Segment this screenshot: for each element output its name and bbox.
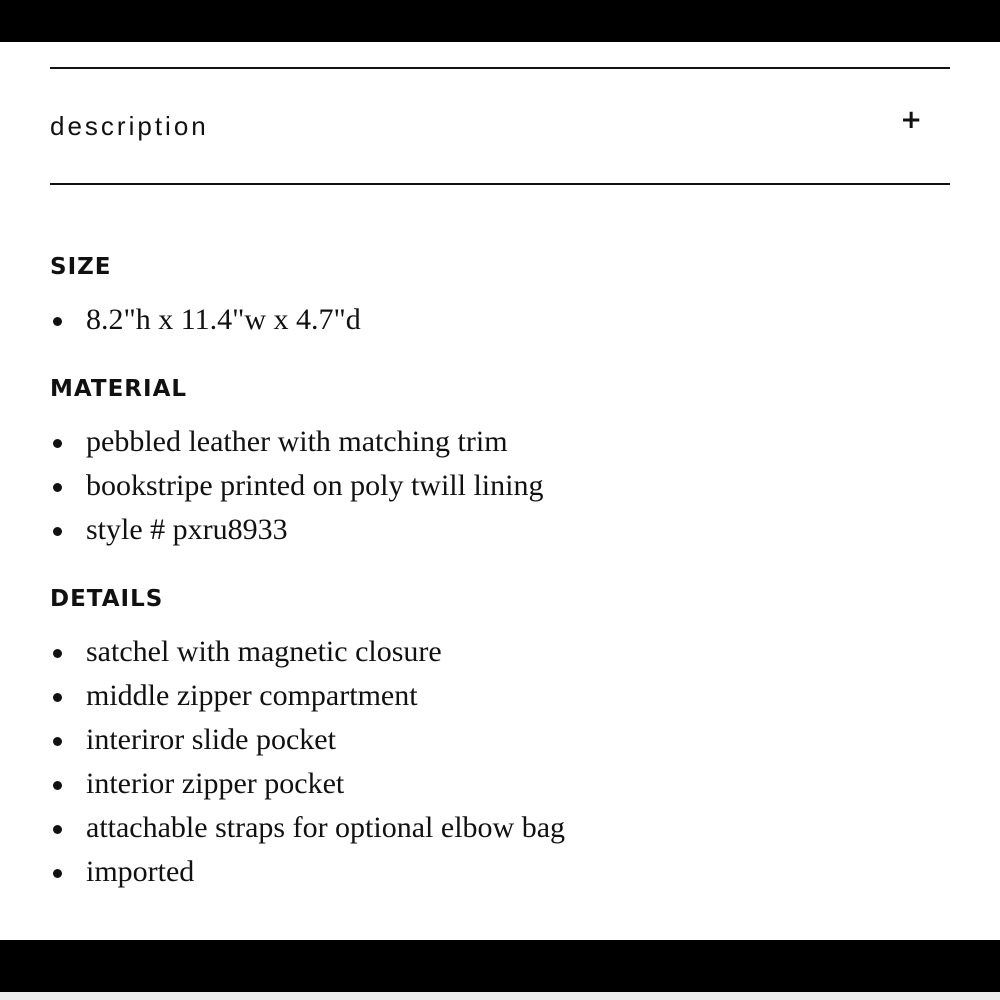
bottom-black-bar [0,940,1000,992]
description-title: description [50,111,209,141]
size-list [50,300,361,344]
list-item: 8.2"h x 11.4"w x 4.7"d [50,300,361,344]
material-heading: MATERIAL [50,376,188,402]
list-item: satchel with magnetic closure [50,632,565,676]
size-heading: SIZE [50,254,112,280]
details-heading: DETAILS [50,586,164,612]
material-list [50,422,543,554]
plus-icon[interactable]: + [900,105,922,135]
bottom-strip [0,992,1000,1000]
list-item: interiror slide pocket [50,720,565,764]
list-item: attachable straps for optional elbow bag [50,808,565,852]
details-list [50,632,565,896]
top-black-bar [0,0,1000,42]
list-item: style # pxru8933 [50,510,543,554]
description-accordion-header[interactable] [50,69,950,183]
list-item: middle zipper compartment [50,676,565,720]
divider-bottom [50,183,950,185]
list-item: pebbled leather with matching trim [50,422,543,466]
list-item: bookstripe printed on poly twill lining [50,466,543,510]
list-item: interior zipper pocket [50,764,565,808]
list-item: imported [50,852,565,896]
product-description-panel [0,42,1000,940]
